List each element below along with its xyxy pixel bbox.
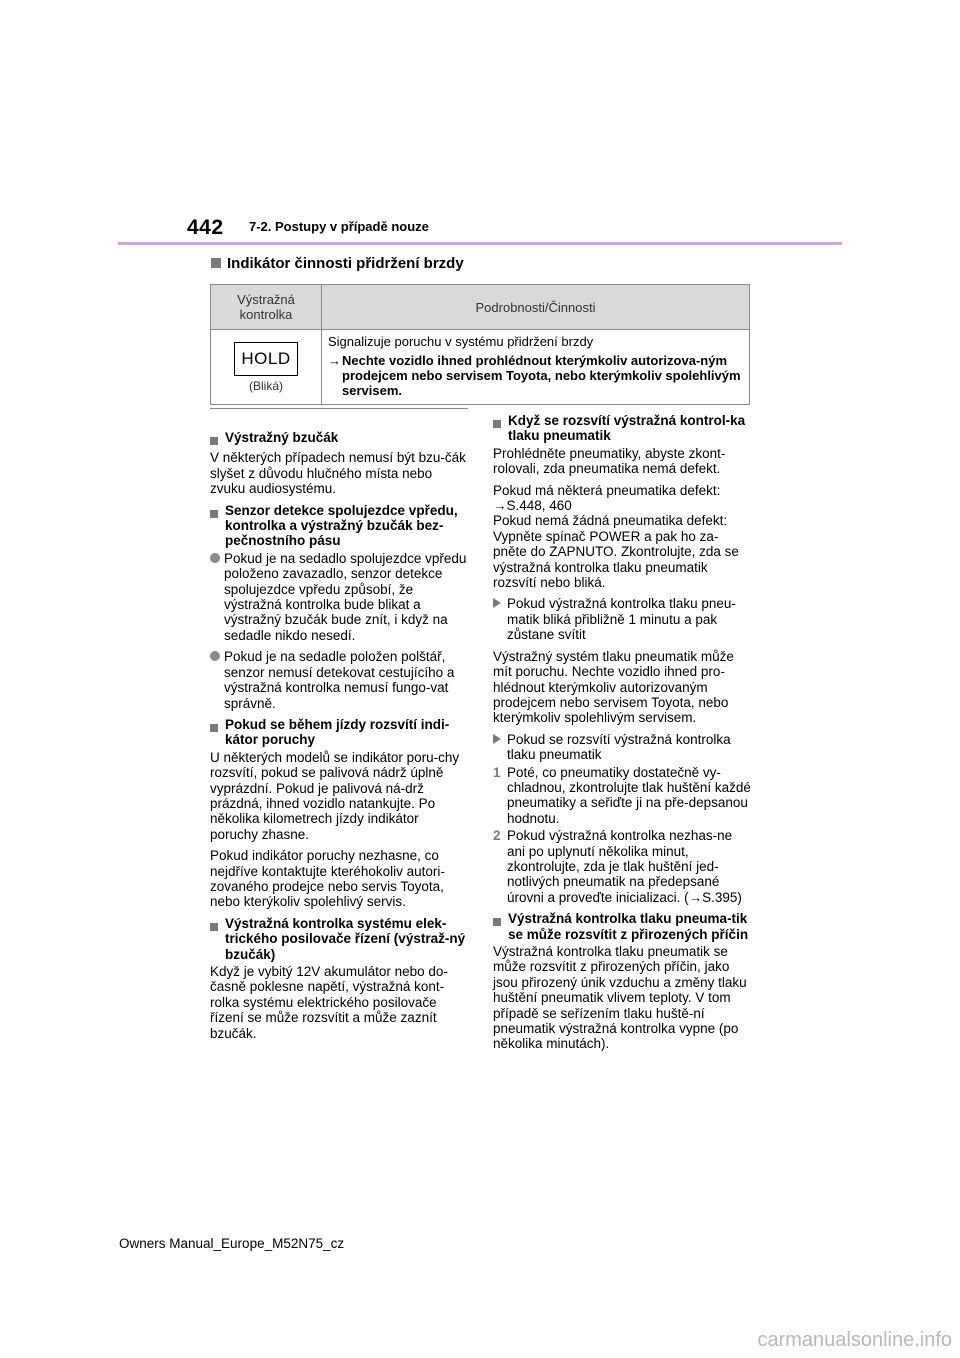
triangle-bullet-icon — [493, 734, 501, 744]
step-text: Pokud výstražná kontrolka nezhas-ne ani po uplynutí několika minut, zkontrolujte, zda je tlak huštění jed-notlivých pneumatik na předepsané úrovni a proveďte inicializaci. (→S.395) — [507, 828, 742, 905]
header-rule — [118, 242, 842, 245]
description-text: Signalizuje poruchu v systému přidržení brzdy — [328, 334, 594, 349]
right-column — [493, 413, 751, 1058]
paragraph: V některých případech nemusí být bzu-čák slyšet z důvodu hlučného místa nebo zvuku audiosystému. — [210, 450, 466, 497]
column-header-details: Podrobnosti/Činnosti — [322, 285, 750, 330]
list-item-text: Pokud je na sedadlo spolujezdce vpředu položeno zavazadlo, senzor detekce spolujezdce vpředu způsobí, že výstražná kontrolka bude blikat a výstražný bzučák bude znít, i když na sedadle nikdo nesedí. — [224, 550, 467, 643]
subheading-text: Výstražná kontrolka systému elek-trického posilovače řízení (výstraž-ný bzučák) — [225, 915, 466, 962]
page-reference-link[interactable]: →S.448, 460 — [493, 498, 572, 514]
table-heading-text: Indikátor činnosti přidržení brzdy — [227, 255, 464, 272]
square-bullet-icon — [210, 724, 218, 732]
watermark: carmanualsonline.info — [757, 1329, 952, 1351]
step-item — [493, 828, 751, 905]
subheading-text: Výstražná kontrolka tlaku pneuma-tik se může rozsvítit z přirozených příčin — [508, 911, 749, 942]
divider — [210, 408, 468, 409]
square-bullet-icon — [210, 923, 218, 931]
paragraph: U některých modelů se indikátor poru-chy rozsvítí, pokud se palivová nádrž úplně vyprázdní. Pokud je palivová ná-drž prázdná, ihned vozidlo natankujte. Po několika kilometrech jízdy indikátor poruchy zhasne. — [210, 749, 460, 842]
circle-bullet-icon — [210, 651, 220, 661]
hold-indicator-icon: HOLD — [234, 342, 297, 376]
paragraph: Prohlédněte pneumatiky, abyste zkont-rolovali, zda pneumatika nemá defekt. — [493, 445, 726, 477]
list-item-text: Pokud je na sedadle položen polštář, senzor nemusí detekovat cestujícího a výstražná kontrolka nemusí fungo-vat správně. — [224, 649, 455, 711]
subheading — [493, 413, 751, 444]
square-bullet-icon — [211, 258, 221, 268]
list-item-text: Pokud výstražná kontrolka tlaku pneu-matik bliká přibližně 1 minutu a pak zůstane svítit — [507, 596, 736, 643]
paragraph: Výstražný systém tlaku pneumatik může mít poruchu. Nechte vozidlo ihned pro-hlédnout kterýmkoliv autorizovaným prodejcem nebo servisem Toyota, nebo kterýmkoliv spolehlivým servisem. — [493, 648, 734, 726]
list-item — [210, 551, 468, 643]
warning-light-cell — [211, 330, 322, 405]
paragraph: Když je vybitý 12V akumulátor nebo do-časně poklesne napětí, výstražná kont-rolka systému elektrického posilovače řízení se může rozsvítit a může zaznít bzučák. — [210, 964, 448, 1041]
subheading-text: Výstražný bzučák — [225, 430, 339, 445]
triangle-bullet-icon — [493, 598, 501, 608]
left-column — [210, 430, 468, 1047]
subheading-text: Senzor detekce spolujezdce vpředu, kontrolka a výstražný bzučák bez-pečnostního pásu — [225, 502, 458, 549]
subheading — [493, 911, 751, 942]
icon-caption: (Bliká) — [248, 378, 283, 393]
subheading — [210, 916, 468, 962]
paragraph-text: Pokud má některá pneumatika defekt: — [493, 482, 721, 498]
step-text: Poté, co pneumatiky dostatečně vy-chladnou, zkontrolujte tlak huštění každé pneumatiky a seřiďte ji na pře-depsanou hodnotu. — [507, 764, 751, 826]
page-number: 442 — [187, 216, 224, 239]
warning-light-table — [210, 284, 750, 405]
subheading-text: Pokud se během jízdy rozsvítí indi-kátor poruchy — [225, 716, 450, 748]
table-header-row — [211, 285, 750, 330]
subheading — [210, 717, 468, 748]
paragraph — [493, 483, 751, 514]
list-item — [210, 649, 468, 711]
list-item — [493, 732, 751, 763]
square-bullet-icon — [210, 510, 218, 518]
paragraph: Pokud nemá žádná pneumatika defekt: Vypněte spínač POWER a pak ho za-pněte do ZAPNUTO. Zkontrolujte, zda se výstražná kontrolka tlaku pneumatik rozsvítí nebo bliká. — [493, 513, 739, 591]
subheading — [210, 503, 468, 549]
column-header-line: kontrolka — [239, 307, 293, 322]
paragraph: Pokud indikátor poruchy nezhasne, co nejdříve kontaktujte kteréhokoliv autori-zovaného prodejce nebo servis Toyota, nebo kterýkoliv spolehlivý servis. — [210, 848, 445, 910]
step-item — [493, 765, 751, 827]
column-header-warning-light — [211, 285, 322, 330]
section-title: 7-2. Postupy v případě nouze — [249, 219, 429, 234]
step-number: 2 — [493, 828, 501, 844]
step-number: 1 — [493, 764, 501, 780]
square-bullet-icon — [493, 918, 501, 926]
details-cell — [322, 330, 750, 405]
arrow-icon: → — [328, 353, 341, 368]
footer-text: Owners Manual_Europe_M52N75_cz — [119, 1236, 345, 1251]
list-item-text: Pokud se rozsvítí výstražná kontrolka tlaku pneumatik — [507, 731, 731, 763]
square-bullet-icon — [493, 420, 501, 428]
paragraph: Výstražná kontrolka tlaku pneumatik se může rozsvítit z přirozených příčin, jako jsou přirozený únik vzduchu a změny tlaku huštění pneumatik vlivem teploty. V tom případě se seřízením tlaku huště-ní pneumatik výstražná kontrolka vypne (po několika minutách). — [493, 944, 747, 1052]
list-item — [493, 596, 751, 642]
subheading — [210, 430, 468, 448]
action-line — [328, 353, 743, 398]
column-header-line: Výstražná — [237, 292, 295, 307]
action-text: Nechte vozidlo ihned prohlédnout kterýmkoliv autorizova-ným prodejcem nebo servisem Toyota, nebo kterýmkoliv spolehlivým servisem. — [342, 353, 741, 398]
table-heading — [211, 255, 464, 272]
square-bullet-icon — [210, 437, 218, 445]
subheading-text: Když se rozsvítí výstražná kontrol-ka tlaku pneumatik — [508, 413, 746, 444]
circle-bullet-icon — [210, 553, 220, 563]
table-row — [211, 330, 750, 405]
